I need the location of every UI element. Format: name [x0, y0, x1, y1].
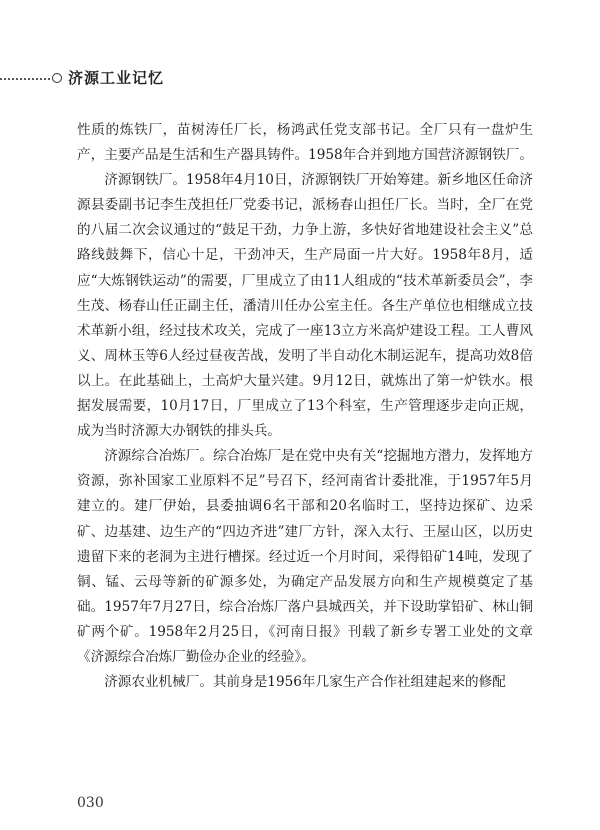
- header-circle-ornament: [52, 73, 62, 83]
- header-dotted-rule: [0, 78, 50, 80]
- page-number: 030: [77, 795, 104, 811]
- paragraph-agricultural-machinery: 济源农业机械厂。其前身是1956年几家生产合作社组建起来的修配: [104, 674, 506, 691]
- paragraph-comprehensive-smelter: 济源综合冶炼厂。综合冶炼厂是在党中央有关“挖掘地方潜力，发挥地方资源，弥补国家工业原料不足”号召下，经河南省计委批准，于1957年5月建立的。建厂伊始，县委抽调6名干部和20名临时工，坚持边探矿、边采矿、边基建、边生产的“四边齐进”建厂方针，深入太行、王屋山区，以历史遗留下来的老洞为主进行槽探。经过近一个月时间，采得铅矿14吨，发现了铜、锰、云母等新的矿源多处，为确定产品发展方向和生产规模奠定了基础。1957年7月27日，综合冶炼厂落户县城西关，并下设助掌铅矿、林山铜矿两个矿。1958年2月25日，《河南日报》刊载了新乡专署工业处的文章《济源综合冶炼厂勤俭办企业的经验》。: [77, 448, 533, 665]
- body-text: [77, 118, 533, 695]
- paragraph-continued: 性质的炼铁厂，苗树涛任厂长，杨鸿武任党支部书记。全厂只有一盘炉生产，主要产品是生活和生产器具铸件。1958年合并到地方国营济源钢铁厂。: [77, 122, 533, 164]
- running-header: [0, 66, 600, 90]
- book-title: 济源工业记忆: [68, 69, 165, 87]
- paragraph-jiyuan-steel-plant: 济源钢铁厂。1958年4月10日，济源钢铁厂开始筹建。新乡地区任命济源县委副书记李生茂担任厂党委书记，派杨春山担任厂长。当时，全厂在党的八届二次会议通过的“鼓足干劲，力争上游，多快好省地建设社会主义”总路线鼓舞下，信心十足，干劲冲天，生产局面一片大好。1958年8月，适应“大炼钢铁运动”的需要，厂里成立了由11人组成的“技术革新委员会”，李生茂、杨春山任正副主任，潘清川任办公室主任。各生产单位也相继成立技术革新小组，经过技术攻关，完成了一座13立方米高炉建设工程。工人曹风义、周林玉等6人经过昼夜苦战，发明了半自动化木制运泥车，提高功效8倍以上。在此基础上，土高炉大量兴建。9月12日，就炼出了第一炉铁水。根据发展需要，10月17日，厂里成立了13个科室，生产管理逐步走向正规，成为当时济源大办钢铁的排头兵。: [77, 172, 533, 440]
